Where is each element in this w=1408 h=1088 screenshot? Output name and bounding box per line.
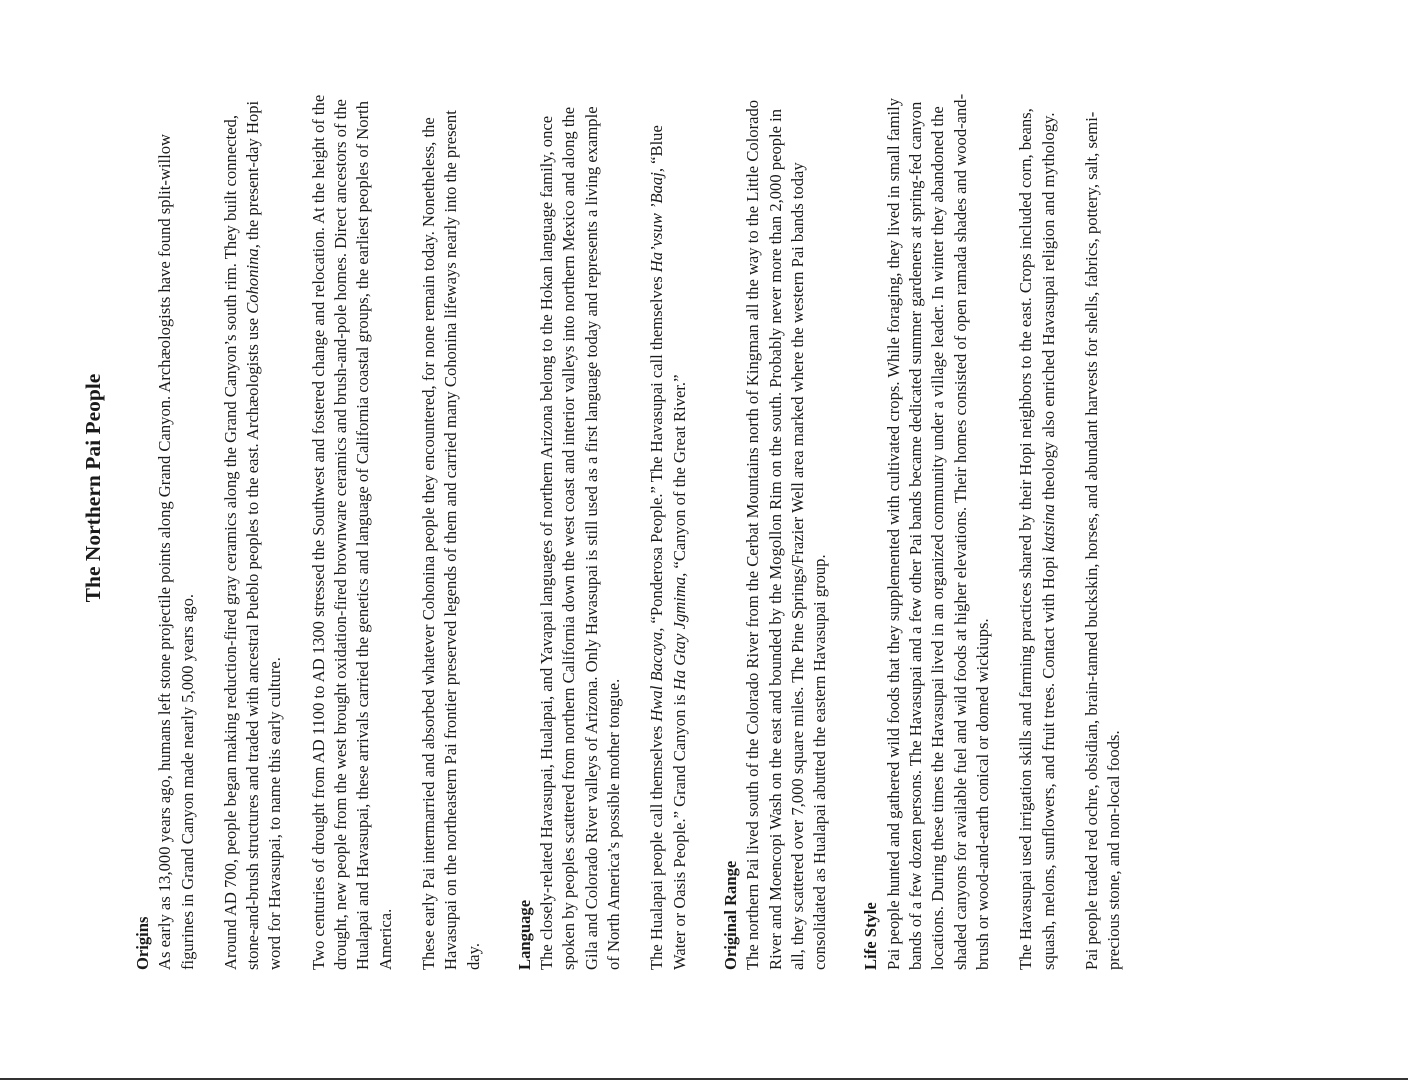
cohonina-term: Cohonina, xyxy=(243,244,263,314)
paragraph-origins-3: Two centuries of drought from AD 1100 to AD 1300 stressed the Southwest and fostered change and relocation. At the height of the drought, new people from the west brought oxidation-fired brownware ceramics and brush-and-pole homes. Direct ancestors of the Hualapai and Havasupai, these arrivals carried the genetics and language of California coastal groups, the earliest peoples of North America. xyxy=(308,94,395,970)
document-title: The Northern Pai People xyxy=(81,373,105,603)
section-heading-life-style: Life Style xyxy=(861,902,881,970)
paragraph-language-2: The Hualapai people call themselves Hwal Bacaya, “Ponderosa People.” The Havasupai call themselves Ha’vsuw ’Baaj, “Blue Water or Oasis People.” Grand Canyon is Ha Gtay Jgmima, “Canyon of the Great River.” xyxy=(647,125,689,970)
paragraph-lifestyle-2: The Havasupai used irrigation skills and farming practices shared by their Hopi neighbors to the east. Crops included corn, beans, squash, melons, sunflowers, and fruit trees. Contact with Hopi katsina theology also enriched Havasupai religion and mythology. xyxy=(1016,108,1058,970)
paragraph-lifestyle-1: Pai people hunted and gathered wild foods that they supplemented with cultivated crops. While foraging, they lived in small family bands of a few dozen persons. The Havasupai and a few other Pai bands became dedicated summer gardeners at spring-fed canyon locations. During these times the Havasupai lived in an organized community under a village leader. In winter they abandoned the shaded canyons for available fuel and wild foods at higher elevations. Their homes consisted of open ramada shades and wood-and-brush or wood-and-earth conical or domed wickiups. xyxy=(883,93,992,970)
scan-edge-line xyxy=(0,1078,1408,1080)
section-heading-original-range: Original Range xyxy=(720,860,740,970)
paragraph-range-1: The northern Pai lived south of the Colorado River from the Cerbat Mountains north of Kingman all the way to the Little Colorado River and Moencopi Wash on the east and bounded by the Mogollon Rim on the south. Probably never more than 2,000 people in all, they scattered over 7,000 square miles. The Pine Springs/Frazier Well area marked where the western Pai bands today consolidated as Hualapai abutted the eastern Havasupai group. xyxy=(743,99,830,970)
paragraph-origins-2: Around AD 700, people began making reduction-fired gray ceramics along the Grand Canyon’s south rim. They built connected, stone-and-brush structures and traded with ancestral Pueblo peoples to the east. Archæologists use Cohonina, the present-day Hopi word for Havasupai, to name this early culture. xyxy=(220,100,285,970)
katsina-term: katsina xyxy=(1038,504,1058,552)
section-heading-language: Language xyxy=(514,899,534,970)
grand-canyon-name-term: Ha Gtay Jgmima, xyxy=(669,572,689,691)
havasupai-name-term: Ha’vsuw ’Baaj, xyxy=(647,168,667,273)
rotated-document-page xyxy=(78,90,1258,970)
paragraph-lifestyle-3: Pai people traded red ochre, obsidian, brain-tanned buckskin, horses, and abundant harvests for shells, fabrics, pottery, salt, semi-precious stone, and non-local foods. xyxy=(1081,111,1124,970)
paragraph-origins-4: These early Pai intermarried and absorbed whatever Cohonina people they encountered, for none remain today. Nonetheless, the Havasupai on the northeastern Pai frontier preserved legends of them and carried many Cohonina lifeways nearly into the present day. xyxy=(418,110,483,970)
hualapai-name-term: Hwal Bacaya, xyxy=(647,627,667,722)
paragraph-language-1: The closely-related Havasupai, Hualapai, and Yavapai languages of northern Arizona belong to the Hokan language family, once spoken by peoples scattered from northern California down the west coast and interior valleys into northern Mexico and along the Gila and Colorado River valleys of Arizona. Only Havasupai is still used as a first language today and represents a living example of North America’s possible mother tongue. xyxy=(537,106,624,970)
section-heading-origins: Origins xyxy=(133,916,152,970)
paragraph-origins-1: As early as 13,000 years ago, humans left stone projectile points along Grand Canyon. Archæologists have found split-willow figurines in Grand Canyon made nearly 5,000 years ago. xyxy=(155,134,197,970)
